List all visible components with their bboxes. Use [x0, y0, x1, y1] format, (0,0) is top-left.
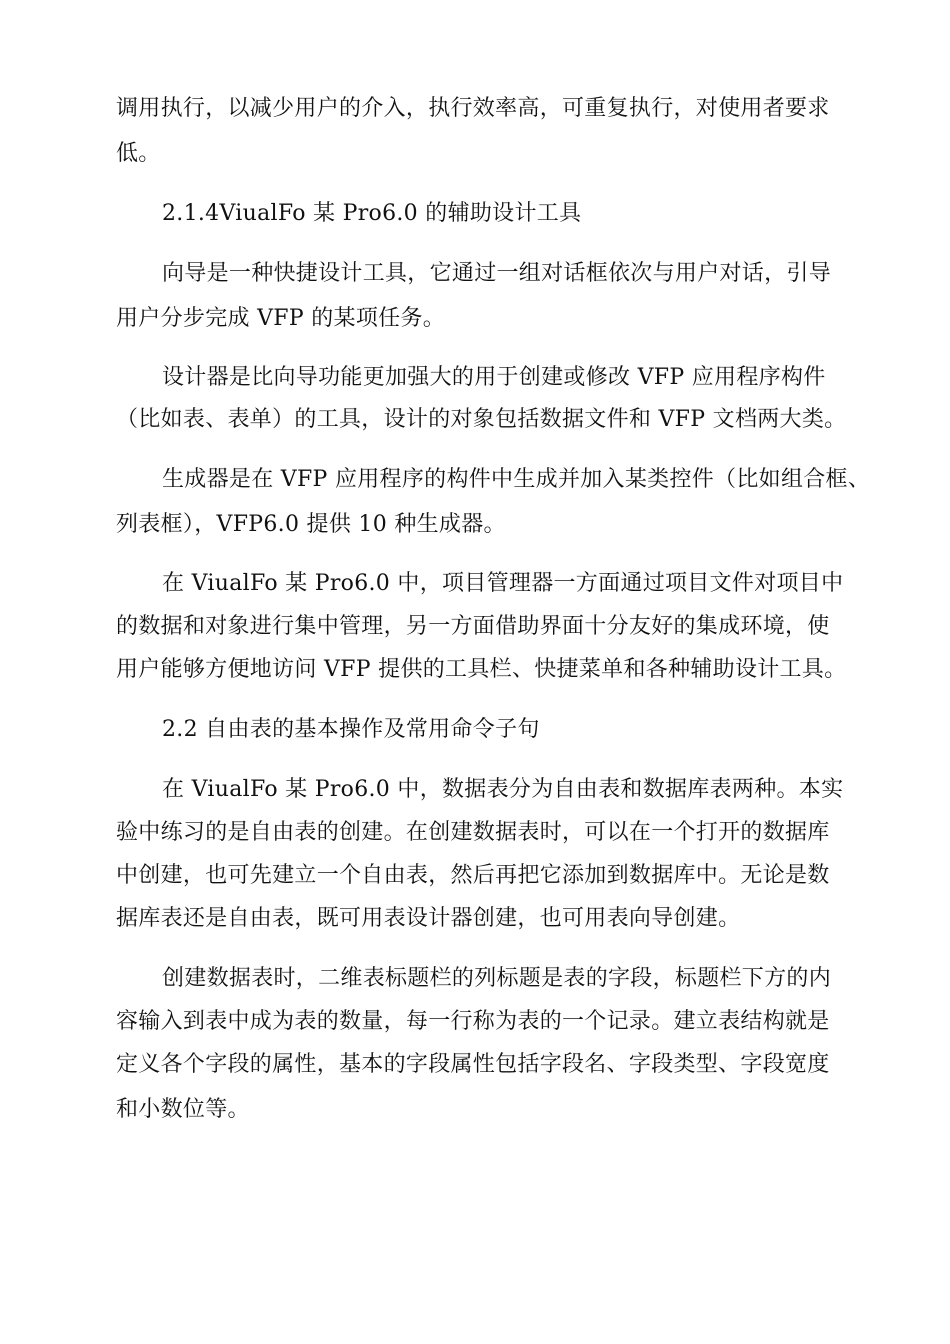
paragraph-line: 验中练习的是自由表的创建。在创建数据表时，可以在一个打开的数据库 — [116, 820, 830, 845]
paragraph-line: 在 ViualFo 某 Pro6.0 中，项目管理器一方面通过项目文件对项目中 — [162, 571, 844, 596]
paragraph-line: 定义各个字段的属性，基本的字段属性包括字段名、字段类型、字段宽度 — [116, 1052, 830, 1077]
paragraph-line: 列表框），VFP6.0 提供 10 种生成器。 — [116, 512, 506, 537]
paragraph-line: 设计器是比向导功能更加强大的用于创建或修改 VFP 应用程序构件 — [162, 365, 826, 390]
paragraph-line: 中创建，也可先建立一个自由表，然后再把它添加到数据库中。无论是数 — [116, 863, 830, 888]
paragraph-line: 低。 — [116, 141, 161, 166]
paragraph-line: 的数据和对象进行集中管理，另一方面借助界面十分友好的集成环境，使 — [116, 614, 830, 639]
section-heading: 2.2 自由表的基本操作及常用命令子句 — [162, 717, 540, 742]
paragraph-line: 生成器是在 VFP 应用程序的构件中生成并加入某类控件（比如组合框、 — [162, 467, 871, 492]
paragraph-line: 向导是一种快捷设计工具，它通过一组对话框依次与用户对话，引导 — [162, 261, 832, 286]
paragraph-line: 调用执行，以减少用户的介入，执行效率高，可重复执行，对使用者要求 — [116, 96, 830, 121]
paragraph-line: 创建数据表时，二维表标题栏的列标题是表的字段，标题栏下方的内 — [162, 966, 832, 991]
paragraph-line: 据库表还是自由表，既可用表设计器创建，也可用表向导创建。 — [116, 906, 741, 931]
section-heading: 2.1.4ViualFo 某 Pro6.0 的辅助设计工具 — [162, 201, 582, 226]
paragraph-line: 容输入到表中成为表的数量，每一行称为表的一个记录。建立表结构就是 — [116, 1009, 830, 1034]
paragraph-line: 在 ViualFo 某 Pro6.0 中，数据表分为自由表和数据库表两种。本实 — [162, 777, 844, 802]
paragraph-line: （比如表、表单）的工具，设计的对象包括数据文件和 VFP 文档两大类。 — [116, 407, 847, 432]
paragraph-line: 和小数位等。 — [116, 1097, 250, 1122]
paragraph-line: 用户分步完成 VFP 的某项任务。 — [116, 306, 446, 331]
paragraph-line: 用户能够方便地访问 VFP 提供的工具栏、快捷菜单和各种辅助设计工具。 — [116, 657, 847, 682]
